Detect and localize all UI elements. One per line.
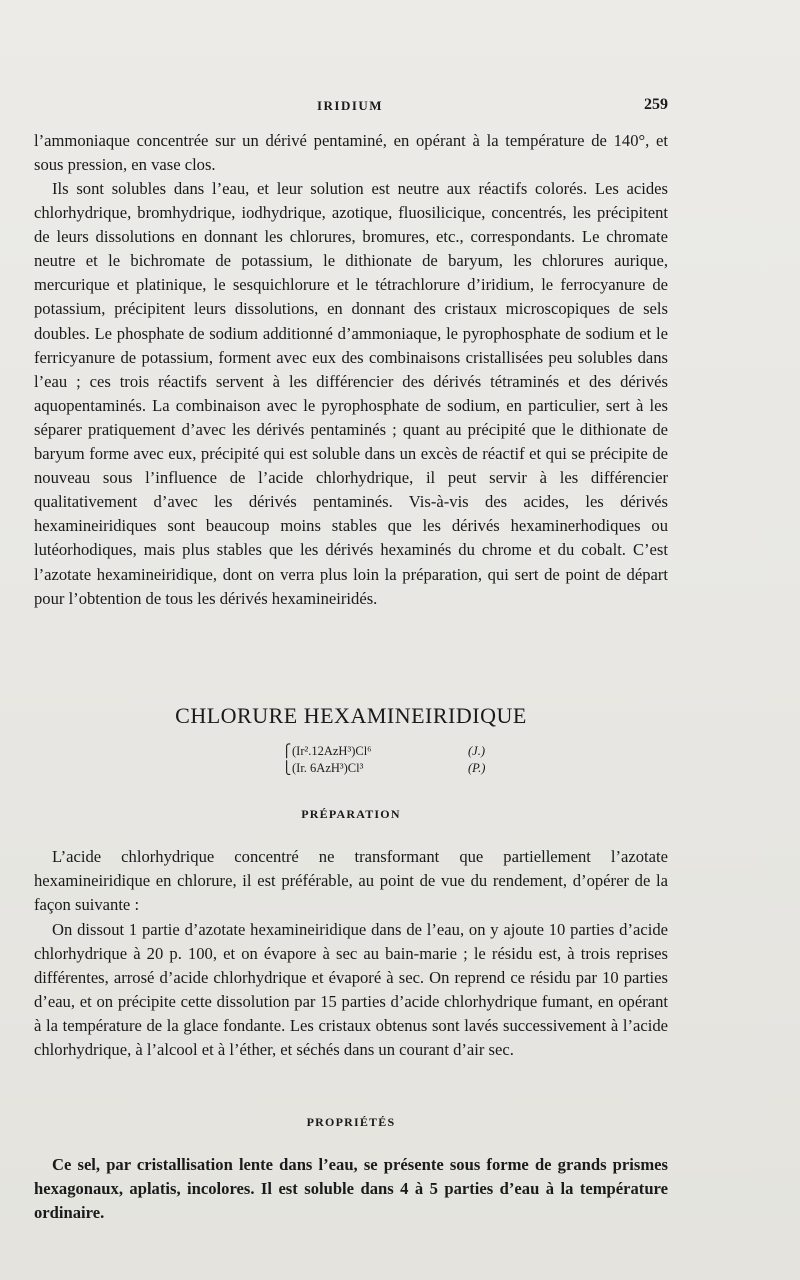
- formula-row: [282, 760, 532, 777]
- paragraph-properties: Ce sel, par cristallisation lente dans l’eau, se présente sous forme de grands prismes hexagonaux, aplatis, incolores. Il est soluble dans 4 à 5 parties d’eau à la température ordinaire.: [34, 1155, 668, 1223]
- heading-properties: PROPRIÉTÉS: [306, 1115, 396, 1129]
- page-number: 259: [644, 96, 668, 113]
- paragraph-preparation-method: On dissout 1 partie d’azotate hexamineiridique dans de l’eau, on y ajoute 10 parties d’acide chlorhydrique à 20 p. 100, et on évapore à sec au bain-marie ; le résidu est, à trois reprises différentes, arrosé d’acide chlorhydrique et évaporé à sec. On reprend ce résidu par 10 parties d’eau, et on précipite cette dissolution par 15 parties d’acide chlorhydrique fumant, en opérant à la température de la glace fondante. Les cristaux obtenus sont lavés successivement à l’acide chlorhydrique, à l’alcool et à l’éther, et séchés dans un courant d’air sec.: [34, 920, 668, 1060]
- brace-bottom: ⎩: [282, 761, 292, 775]
- formula-row: [282, 743, 532, 760]
- formula-text: (Ir. 6AzH³)Cl³: [292, 761, 364, 775]
- brace-top: ⎧: [282, 744, 292, 758]
- paragraph-solubility: Ils sont solubles dans l’eau, et leur solution est neutre aux réactifs colorés. Les acides chlorhydrique, bromhydrique, iodhydrique, azotique, fluosilicique, concentrés, les précipitent de leurs dissolutions en donnant les chlorures, bromures, etc., correspondants. Le chromate neutre et le bichromate de potassium, le dithionate de baryum, les chlorures aurique, mercurique et platinique, le sesquichlorure et le tétrachlorure d’iridium, le ferrocyanure de potassium, précipitent leurs dissolutions, en donnant des cristaux microscopiques de sels doubles. Le phosphate de sodium additionné d’ammoniaque, le pyrophosphate de sodium et le ferricyanure de potassium, forment avec eux des combinaisons cristallisées peu solubles dans l’eau ; ces trois réactifs servent à les différencier des dérivés tétraminés et des dérivés aquopentaminés. La combinaison avec le pyrophosphate de sodium, en particulier, sert à les séparer pratiquement d’avec les dérivés pentaminés ; quant au précipité que le dithionate de baryum forme avec eux, précipité qui est soluble dans un excès de réactif et qui se précipite de nouveau sous l’influence de l’acide chlorhydrique, il peut servir à les différencier qualitativement d’avec les dérivés pentaminés. Vis-à-vis des acides, les dérivés hexamineiridiques sont beaucoup moins stables que les dérivés hexaminerhodiques ou lutéorhodiques, mais plus stables que les dérivés hexaminés du chrome et du cobalt. C’est l’azotate hexamineiridique, dont on verra plus loin la préparation, qui sert de point de départ pour l’obtention de tous les dérivés hexamineiridés.: [34, 179, 668, 608]
- heading-preparation: PRÉPARATION: [301, 807, 401, 821]
- formula-notation: (P.): [468, 761, 486, 775]
- formula-block: [282, 743, 532, 777]
- section-title: CHLORURE HEXAMINEIRIDIQUE: [175, 703, 527, 728]
- running-title: IRIDIUM: [316, 98, 384, 113]
- page-header: [34, 96, 666, 120]
- formula-text: (Ir².12AzH³)Cl⁶: [292, 744, 372, 758]
- paragraph-preparation-intro: L’acide chlorhydrique concentré ne transformant que partiellement l’azotate hexamineiridique en chlorure, il est préférable, au point de vue du rendement, d’opérer de la façon suivante :: [34, 847, 668, 915]
- formula-notation: (J.): [468, 744, 485, 758]
- paragraph-continuation: l’ammoniaque concentrée sur un dérivé pentaminé, en opérant à la température de 140°, et sous pression, en vase clos.: [34, 131, 668, 175]
